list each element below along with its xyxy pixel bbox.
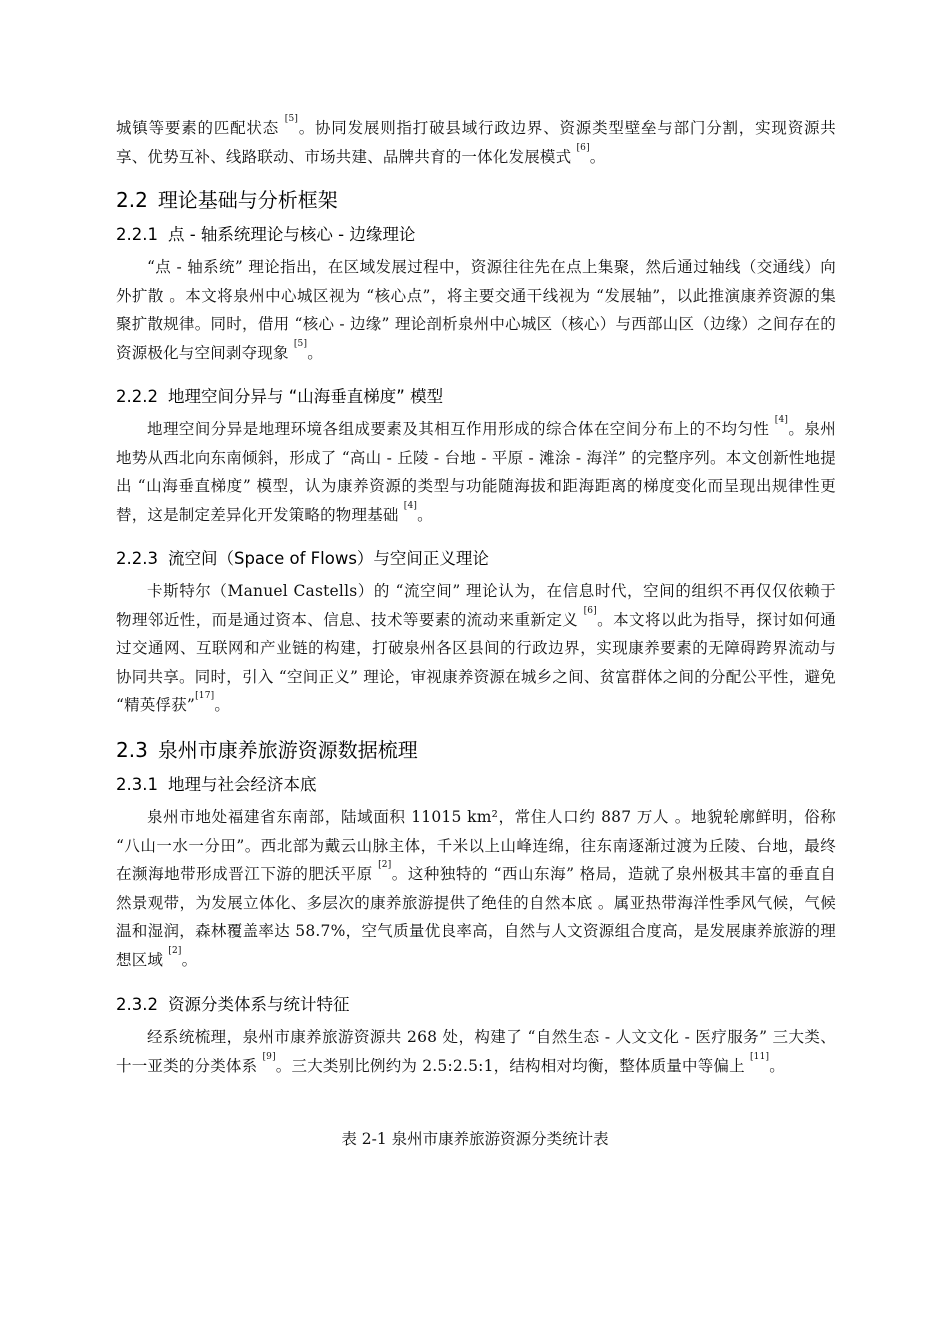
text-run: 。: [307, 343, 323, 362]
subsection-number: 2.3.2: [116, 995, 158, 1014]
text-run: 泉州市地处福建省东南部，陆域面积 11015 km²，常住人口约 887 万人 。地貌轮廓鲜明，俗称 “八山一水一分田”。西北部为戴云山脉主体，千米以上山峰连绵，往东南逐渐过渡为丘陵、台地，最终在濒海地带形成晋江下游的肥沃平原: [116, 808, 836, 883]
section-2-2-1-heading: [116, 222, 836, 248]
text-run: 经系统梳理，泉州市康养旅游资源共 268 处，构建了 “自然生态 - 人文文化 - 医疗服务” 三大类、十一亚类的分类体系: [116, 1028, 836, 1075]
citation: [4]: [403, 500, 418, 511]
subsection-number: 2.3.1: [116, 775, 158, 794]
section-2-3-2-body: [116, 1023, 836, 1080]
subsection-number: 2.2.1: [116, 225, 158, 244]
intro-paragraph-block: [116, 114, 836, 171]
text-run: 。泉州地势从西北向东南倾斜，形成了 “高山 - 丘陵 - 台地 - 平原 - 滩涂 - 海洋” 的完整序列。本文创新性地提出 “山海垂直梯度” 模型，认为康养资源的类型与功能随海拔和距海距离的梯度变化而呈现出规律性更替，这是制定差异化开发策略的物理基础: [116, 420, 836, 524]
citation: [2]: [378, 860, 392, 870]
section-2-2-3-body: [116, 577, 836, 720]
text-run: 城镇等要素的匹配状态: [116, 119, 285, 137]
paragraph: [116, 415, 836, 529]
paragraph: [116, 253, 836, 367]
paragraph: [116, 1023, 836, 1080]
text-run: 卡斯特尔（Manuel Castells）的 “流空间” 理论认为，在信息时代，空间的组织不再仅仅依赖于物理邻近性，而是通过资本、信息、技术等要素的流动来重新定义: [116, 582, 836, 629]
citation: [2]: [168, 945, 182, 956]
text-run: 地理空间分异是地理环境各组成要素及其相互作用形成的综合体在空间分布上的不均匀性: [147, 420, 775, 438]
section-title: 理论基础与分析框架: [157, 188, 338, 212]
text-run: 。: [214, 696, 231, 714]
citation: [9]: [262, 1051, 276, 1062]
text-run: 。本文将以此为指导，探讨如何通过交通网、互联网和产业链的构建，打破泉州各区县间的行政边界，实现康养要素的无障碍跨界流动与协同共享。同时，引入 “空间正义” 理论，审视康养资源在城乡之间、贫富群体之间的分配公平性，避免 “精英俘获”: [116, 610, 836, 714]
section-2-2-1-body: [116, 253, 836, 367]
text-run: 。协同发展则指打破县域行政边界、资源类型壁垒与部门分割，实现资源共享、优势互补、线路联动、市场共建、品牌共育的一体化发展模式: [116, 119, 836, 166]
text-run: “点 - 轴系统” 理论指出，在区域发展过程中，资源往往先在点上集聚，然后通过轴线（交通线）向外扩散 。本文将泉州中心城区视为 “核心点”，将主要交通干线视为 “发展轴”，以此推演康养资源的集聚扩散规律。同时，借用 “核心 - 边缘” 理论剖析泉州中心城区（核心）与西部山区（边缘）之间存在的资源极化与空间剥夺现象: [116, 258, 836, 362]
text-run: 。三大类别比例约为 2.5:2.5:1，结构相对均衡，整体质量中等偏上: [275, 1056, 750, 1075]
paragraph: [116, 577, 836, 720]
citation: [5]: [293, 338, 308, 349]
citation: [6]: [583, 605, 597, 616]
paragraph: [116, 803, 836, 974]
section-title: 泉州市康养旅游资源数据梳理: [157, 738, 418, 762]
citation: [5]: [284, 114, 299, 124]
section-2-3-1-heading: [116, 772, 836, 798]
intro-paragraph: [116, 114, 836, 171]
text-run: 。: [589, 147, 606, 166]
text-run: 。这种独特的 “西山东海” 格局，造就了泉州极其丰富的垂直自然景观带，为发展立体化、多层次的康养旅游提供了绝佳的自然本底 。属亚热带海洋性季风气候，气候温和湿润，森林覆盖率达 58.7%，空气质量优良率高，自然与人文资源组合度高，是发展康养旅游的理想区域: [116, 865, 836, 969]
text-run: 。: [417, 505, 433, 524]
section-2-2-3-heading: [116, 546, 836, 572]
citation: [17]: [195, 691, 215, 701]
section-number: 2.3: [116, 738, 148, 762]
subsection-title: 点 - 轴系统理论与核心 - 边缘理论: [167, 225, 416, 244]
citation: [4]: [774, 415, 789, 425]
text-run: 。: [769, 1056, 785, 1075]
subsection-title: 地理与社会经济本底: [167, 775, 317, 794]
table-caption: 表 2-1 泉州市康养旅游资源分类统计表: [341, 1130, 609, 1148]
text-run: 。: [181, 950, 198, 969]
section-2-2-2-heading: [116, 384, 836, 410]
section-2-2-heading: [116, 186, 836, 214]
section-number: 2.2: [116, 188, 148, 212]
citation: [6]: [576, 142, 590, 153]
subsection-number: 2.2.3: [116, 549, 158, 568]
section-2-2-2-body: [116, 415, 836, 529]
section-2-3-1-body: [116, 803, 836, 974]
subsection-title: 流空间（Space of Flows）与空间正义理论: [167, 549, 489, 568]
subsection-number: 2.2.2: [116, 387, 158, 406]
subsection-title: 资源分类体系与统计特征: [167, 995, 350, 1014]
citation: [11]: [749, 1051, 770, 1062]
section-2-3-2-heading: [116, 992, 836, 1018]
section-2-3-heading: [116, 736, 836, 764]
subsection-title: 地理空间分异与 “山海垂直梯度” 模型: [167, 387, 444, 406]
